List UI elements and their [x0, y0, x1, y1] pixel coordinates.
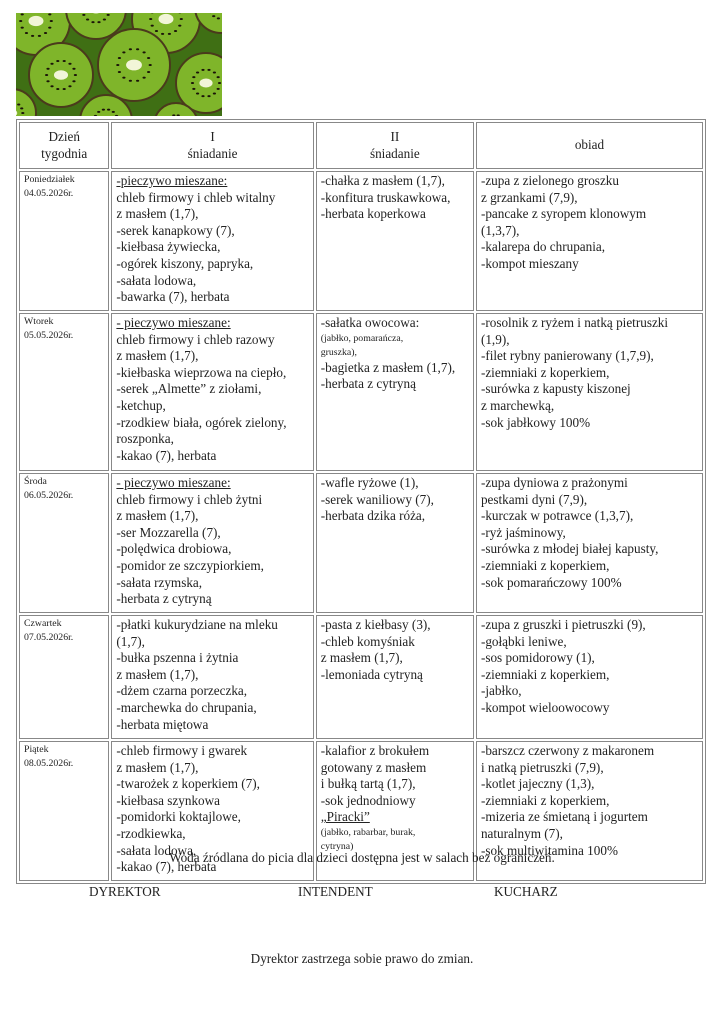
menu-row: [19, 171, 703, 311]
menu-item: -pasta z kiełbasy (3),: [320, 617, 431, 632]
day-cell: [19, 171, 109, 311]
menu-item: -zupa z gruszki i pietruszki (9),: [480, 617, 646, 632]
day-label: Piątek: [24, 744, 49, 755]
signature-intendent: INTENDENT: [298, 884, 373, 899]
menu-item: roszponka,: [116, 431, 174, 447]
menu-item: -bułka pszenna i żytnia: [116, 650, 239, 666]
lunch-cell: [476, 473, 703, 613]
menu-item: -herbata dzika róża,: [320, 508, 426, 524]
menu-item: i bułką tartą (1,7),: [320, 776, 416, 792]
menu-item: -ziemniaki z koperkiem,: [480, 666, 610, 682]
menu-item: (1,3,7),: [480, 222, 520, 238]
menu-item: -serek kanapkowy (7),: [116, 222, 235, 238]
menu-item: -sok pomarańczowy 100%: [480, 574, 622, 590]
day-cell: [19, 313, 109, 471]
menu-item: gotowany z masłem: [320, 759, 427, 775]
menu-item: -zupa dyniowa z prażonymi: [480, 475, 628, 490]
menu-item: i natką pietruszki (7,9),: [480, 759, 604, 775]
header-ob-line-1: obiad: [574, 137, 605, 153]
menu-item: -twarożek z koperkiem (7),: [116, 776, 260, 792]
breakfast-2-cell: [316, 615, 474, 739]
menu-item: -ziemniaki z koperkiem,: [480, 792, 610, 808]
day-label: 04.05.2026r.: [24, 188, 74, 199]
menu-item: -kiełbasa żywiecka,: [116, 239, 221, 255]
header-day: [19, 122, 109, 169]
menu-item: - pieczywo mieszane:: [116, 315, 231, 330]
header-b2-line-2: śniadanie: [369, 145, 420, 161]
menu-item: -kalarepa do chrupania,: [480, 239, 606, 255]
day-label: 08.05.2026r.: [24, 758, 74, 769]
menu-row: [19, 473, 703, 613]
menu-item: -ziemniaki z koperkiem,: [480, 364, 610, 380]
menu-item: -surówka z kapusty kiszonej: [480, 381, 631, 397]
menu-item: (jabłko, rabarbar, burak,: [320, 826, 416, 838]
menu-item: -wafle ryżowe (1),: [320, 475, 419, 490]
breakfast-1-cell: [111, 171, 313, 311]
menu-item: -ketchup,: [116, 397, 166, 413]
menu-item: -lemoniada cytryną: [320, 666, 423, 682]
header-lunch: [476, 122, 703, 169]
menu-item: -sos pomidorowy (1),: [480, 650, 595, 666]
day-cell: [19, 615, 109, 739]
menu-item: „Piracki”: [320, 809, 370, 825]
menu-item: pestkami dyni (7,9),: [480, 491, 588, 507]
header-day-line-2: tygodnia: [41, 145, 88, 161]
signature-director: DYREKTOR: [89, 884, 161, 899]
header-breakfast-2: [316, 122, 474, 169]
breakfast-1-cell: [111, 313, 313, 471]
menu-item: (1,7),: [116, 633, 145, 649]
menu-item: -ryż jaśminowy,: [480, 524, 566, 540]
menu-item: chleb firmowy i chleb razowy: [116, 331, 275, 347]
menu-item: -pancake z syropem klonowym: [480, 206, 647, 222]
menu-item: -sałata lodowa,: [116, 842, 197, 858]
header-b1-line-2: śniadanie: [187, 145, 238, 161]
menu-item: -zupa z zielonego groszku: [480, 173, 619, 188]
menu-item: -filet rybny panierowany (1,7,9),: [480, 348, 654, 364]
day-label: 07.05.2026r.: [24, 632, 74, 643]
menu-item: -sałata rzymska,: [116, 574, 203, 590]
header-b2-line-1: II: [390, 128, 400, 144]
day-label: Poniedziałek: [24, 174, 75, 185]
menu-item: z masłem (1,7),: [320, 650, 403, 666]
kiwi-slices-image: [16, 13, 222, 116]
menu-item: - pieczywo mieszane:: [116, 475, 231, 490]
menu-item: -sok jabłkowy 100%: [480, 414, 591, 430]
menu-item: -serek waniliowy (7),: [320, 491, 434, 507]
menu-item: -sałata lodowa,: [116, 272, 197, 288]
kiwi-slices-icon: [16, 13, 222, 116]
menu-item: -pomidor ze szczypiorkiem,: [116, 557, 264, 573]
menu-item: -pieczywo mieszane:: [116, 173, 228, 188]
breakfast-2-cell: [316, 313, 474, 471]
header-breakfast-1: [111, 122, 313, 169]
menu-item: (1,9),: [480, 331, 510, 347]
menu-item: -ser Mozzarella (7),: [116, 524, 221, 540]
menu-item: -kompot mieszany: [480, 255, 579, 271]
menu-item: -sałatka owocowa:: [320, 315, 420, 330]
menu-item: -sok jednodniowy: [320, 792, 416, 808]
breakfast-2-cell: [316, 473, 474, 613]
menu-item: -kurczak w potrawce (1,3,7),: [480, 508, 634, 524]
menu-item: cytryna): [320, 840, 354, 852]
day-label: 06.05.2026r.: [24, 490, 74, 501]
menu-item: z masłem (1,7),: [116, 666, 199, 682]
menu-item: -chałka z masłem (1,7),: [320, 173, 445, 188]
menu-item: z grzankami (7,9),: [480, 189, 578, 205]
header-day-line-1: Dzień: [48, 128, 80, 144]
menu-item: -ogórek kiszony, papryka,: [116, 255, 254, 271]
header-row: [19, 122, 703, 169]
menu-item: -kiełbasa szynkowa: [116, 792, 221, 808]
header-b1-line-1: I: [210, 128, 215, 144]
menu-item: -herbata miętowa: [116, 716, 209, 732]
lunch-cell: [476, 313, 703, 471]
menu-item: -gołąbki leniwe,: [480, 633, 567, 649]
breakfast-1-cell: [111, 473, 313, 613]
menu-item: -pomidorki koktajlowe,: [116, 809, 241, 825]
menu-item: -kotlet jajeczny (1,3),: [480, 776, 595, 792]
menu-item: -bagietka z masłem (1,7),: [320, 359, 456, 375]
menu-item: z masłem (1,7),: [116, 348, 199, 364]
menu-item: -kalafior z brokułem: [320, 743, 430, 758]
menu-item: -kompot wieloowocowy: [480, 699, 610, 715]
menu-item: -herbata z cytryną: [320, 376, 416, 392]
menu-item: -polędwica drobiowa,: [116, 541, 232, 557]
menu-item: (jabłko, pomarańcza,: [320, 332, 404, 344]
menu-item: z masłem (1,7),: [116, 508, 199, 524]
menu-item: -serek „Almette” z ziołami,: [116, 381, 262, 397]
menu-item: naturalnym (7),: [480, 825, 563, 841]
menu-item: -barszcz czerwony z makaronem: [480, 743, 655, 758]
breakfast-2-cell: [316, 171, 474, 311]
menu-item: -rzodkiew biała, ogórek zielony,: [116, 414, 287, 430]
menu-item: -rzodkiewka,: [116, 825, 186, 841]
menu-item: -ziemniaki z koperkiem,: [480, 557, 610, 573]
signature-cook: KUCHARZ: [494, 884, 558, 899]
menu-item: -herbata z cytryną: [116, 591, 212, 607]
menu-item: -sok multiwitamina 100%: [480, 842, 618, 858]
menu-item: -rosolnik z ryżem i natką pietruszki: [480, 315, 669, 330]
lunch-cell: [476, 171, 703, 311]
menu-item: z marchewką,: [480, 397, 555, 413]
water-note: Woda źródlana do picia dla dzieci dostępna jest w salach bez ograniczeń.: [169, 850, 555, 865]
menu-item: -surówka z młodej białej kapusty,: [480, 541, 659, 557]
menu-item: gruszka),: [320, 346, 357, 358]
menu-item: -dżem czarna porzeczka,: [116, 683, 248, 699]
menu-table: [16, 119, 706, 884]
menu-item: z masłem (1,7),: [116, 759, 199, 775]
menu-item: -chleb firmowy i gwarek: [116, 743, 248, 758]
day-label: Środa: [24, 476, 47, 487]
menu-item: -marchewka do chrupania,: [116, 699, 257, 715]
menu-item: -kakao (7), herbata: [116, 859, 217, 875]
menu-item: -kiełbaska wieprzowa na ciepło,: [116, 364, 287, 380]
menu-item: -konfitura truskawkowa,: [320, 189, 451, 205]
day-label: Czwartek: [24, 618, 62, 629]
day-label: 05.05.2026r.: [24, 330, 74, 341]
menu-item: -płatki kukurydziane na mleku: [116, 617, 278, 632]
disclaimer: Dyrektor zastrzega sobie prawo do zmian.: [250, 951, 474, 966]
menu-item: -mizeria ze śmietaną i jogurtem: [480, 809, 648, 825]
menu-item: -kakao (7), herbata: [116, 447, 217, 463]
menu-row: [19, 615, 703, 739]
day-cell: [19, 473, 109, 613]
menu-item: -bawarka (7), herbata: [116, 289, 230, 305]
menu-item: -herbata koperkowa: [320, 206, 426, 222]
menu-item: chleb firmowy i chleb witalny: [116, 189, 276, 205]
menu-item: -chleb komyśniak: [320, 633, 415, 649]
menu-item: chleb firmowy i chleb żytni: [116, 491, 263, 507]
menu-row: [19, 313, 703, 471]
menu-item: -jabłko,: [480, 683, 522, 699]
lunch-cell: [476, 615, 703, 739]
menu-item: z masłem (1,7),: [116, 206, 199, 222]
breakfast-1-cell: [111, 615, 313, 739]
day-label: Wtorek: [24, 316, 54, 327]
